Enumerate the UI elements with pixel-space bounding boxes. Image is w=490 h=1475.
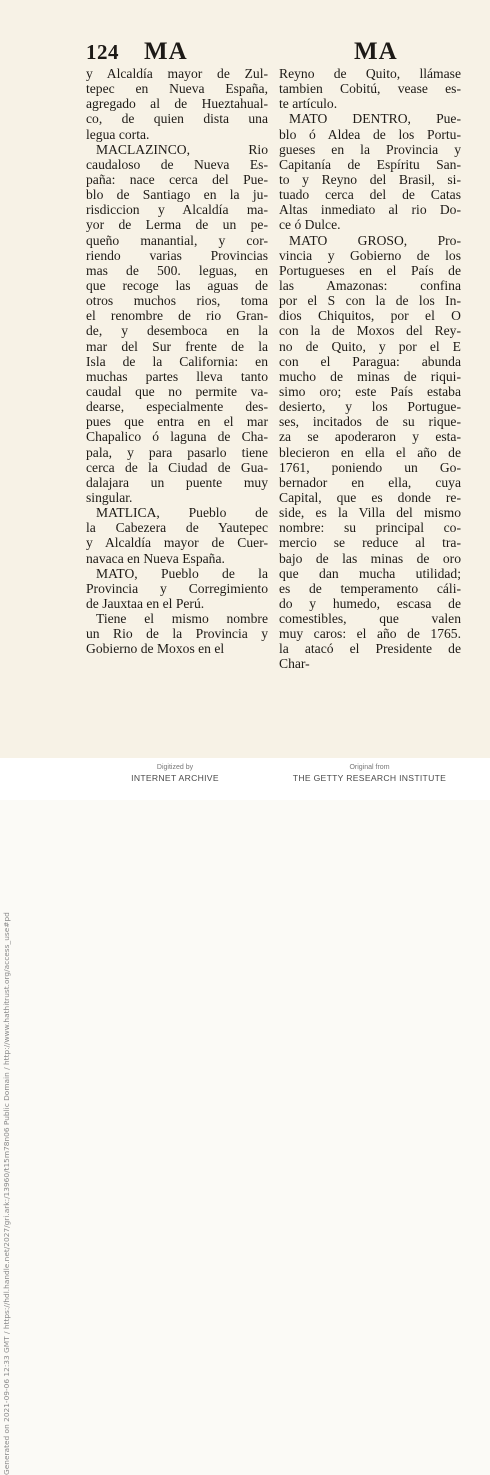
text-line: la Cabezera de Yautepec xyxy=(86,520,268,536)
text-line: MATO, Pueblo de la xyxy=(96,565,268,581)
text-line: za se apoderaron y esta- xyxy=(279,429,461,445)
text-line: un Rio de la Provincia y xyxy=(86,626,268,642)
text-line: Provincia y Corregimiento xyxy=(86,580,268,596)
text-line: risdiccion y Alcaldía ma- xyxy=(86,202,268,218)
text-line: blecieron en ella el año de xyxy=(279,444,461,460)
text-line: bajo de las minas de oro xyxy=(279,550,461,566)
text-line: Isla de la California: en xyxy=(86,353,268,369)
text-line: Gobierno de Moxos en el xyxy=(86,641,225,657)
text-line: te artículo. xyxy=(279,96,338,112)
text-line: mucho de minas de riqui- xyxy=(279,368,461,384)
text-line: simo oro; este País estaba xyxy=(279,383,461,399)
text-line: y Alcaldía mayor de Zul- xyxy=(86,66,268,81)
text-line: queño manantial, y cor- xyxy=(86,232,268,248)
text-line: mercio se reduce al tra- xyxy=(279,535,461,551)
text-line: tambien Cobitú, vease es- xyxy=(279,81,461,97)
text-line: Reyno de Quito, llámase xyxy=(279,66,461,81)
digitization-footer xyxy=(0,758,490,800)
text-line: de, y desemboca en la xyxy=(86,323,268,339)
right-text-column xyxy=(279,66,461,672)
text-line: nombre: su principal co- xyxy=(279,520,461,536)
text-line: muy caros: el año de 1765. xyxy=(279,626,461,642)
text-line: agregado al de Hueztahual- xyxy=(86,96,268,112)
text-line: MACLAZINCO, Rio xyxy=(96,141,268,157)
left-column-heading: MA xyxy=(144,38,188,65)
text-line: Capitanía de Espíritu San- xyxy=(279,156,461,172)
text-line: la atacó el Presidente de xyxy=(279,641,461,657)
text-line: tepec en Nueva España, xyxy=(86,81,268,97)
text-line: Capital, que es donde re- xyxy=(279,489,461,505)
text-line: ce ó Dulce. xyxy=(279,217,341,233)
text-line: mas de 500. leguas, en xyxy=(86,262,268,278)
text-line: blo de Santiago en la ju- xyxy=(86,187,268,203)
text-line: 1761, poniendo un Go- xyxy=(279,459,461,475)
text-line: side, es la Villa del mismo xyxy=(279,505,461,521)
text-line: legua corta. xyxy=(86,126,150,142)
text-line: pala, y para pasarlo tiene xyxy=(86,444,268,460)
text-line: dearse, especialmente des- xyxy=(86,399,268,415)
text-line: por el S con la de los In- xyxy=(279,293,461,309)
text-line: MATO DENTRO, Pue- xyxy=(289,111,461,127)
text-line: que dan mucha utilidad; xyxy=(279,565,461,581)
text-line: vincia y Gobierno de los xyxy=(279,247,461,263)
digitized-by-label: Digitized by xyxy=(156,764,194,771)
text-line: el renombre de rio Gran- xyxy=(86,308,268,324)
text-line: que recoge las aguas de xyxy=(86,277,268,293)
text-line: Char- xyxy=(279,656,310,672)
original-from-block xyxy=(282,764,457,783)
page-header xyxy=(82,40,462,66)
text-line: co, de quien dista una xyxy=(86,111,268,127)
text-line: dalajara un puente muy xyxy=(86,474,268,490)
text-line: con la de Moxos del Rey- xyxy=(279,323,461,339)
text-line: Chapalico ó laguna de Cha- xyxy=(86,429,268,445)
right-column-heading: MA xyxy=(354,38,398,65)
text-line: tuado cerca del de Catas xyxy=(279,187,461,203)
getty-label: THE GETTY RESEARCH INSTITUTE xyxy=(292,773,447,783)
text-line: dios Chiquitos, por el O xyxy=(279,308,461,324)
text-line: es de temperamento cáli- xyxy=(279,580,461,596)
text-line: paña: nace cerca del Pue- xyxy=(86,171,268,187)
text-line: desierto, y los Portugue- xyxy=(279,399,461,415)
text-line: blo ó Aldea de los Portu- xyxy=(279,126,461,142)
text-line: de Jauxtaa en el Perú. xyxy=(86,595,205,611)
text-line: no de Quito, y por el E xyxy=(279,338,461,354)
text-line: bernador en ella, cuya xyxy=(279,474,461,490)
text-line: comestibles, que valen xyxy=(279,611,461,627)
text-line: pues que entra en el mar xyxy=(86,414,268,430)
text-line: con el Paragua: abunda xyxy=(279,353,461,369)
text-line: caudaloso de Nueva Es- xyxy=(86,156,268,172)
text-line: do y humedo, escasa de xyxy=(279,595,461,611)
text-line: singular. xyxy=(86,489,133,505)
internet-archive-label: INTERNET ARCHIVE xyxy=(131,773,219,783)
page-number: 124 xyxy=(86,40,119,64)
text-line: gueses en la Provincia y xyxy=(279,141,461,157)
digitized-by-block xyxy=(100,764,250,783)
text-line: Tiene el mismo nombre xyxy=(96,611,268,627)
text-line: MATLICA, Pueblo de xyxy=(96,505,268,521)
text-line: muchas partes lleva tanto xyxy=(86,368,268,384)
text-line: cerca de la Ciudad de Gua- xyxy=(86,459,268,475)
text-line: ses, incitados de su rique- xyxy=(279,414,461,430)
left-text-column xyxy=(86,66,268,656)
text-line: mar del Sur frente de la xyxy=(86,338,268,354)
text-line: las Amazonas: confina xyxy=(279,277,461,293)
original-from-label: Original from xyxy=(349,764,390,771)
hathitrust-watermark xyxy=(2,104,16,1475)
text-line: otros muchos rios, toma xyxy=(86,293,268,309)
text-line: caudal que no permite va- xyxy=(86,383,268,399)
text-line: riendo varias Provincias xyxy=(86,247,268,263)
text-line: to y Reyno del Brasil, si- xyxy=(279,171,461,187)
text-line: Portugueses en el País de xyxy=(279,262,461,278)
watermark-text: Generated on 2021-09-06 12:33 GMT / https://hdl.handle.net/2027/gri.ark:/13960/t15m78n06 Public Domain / http://www.hathitrust.org/access_use#pd xyxy=(2,912,11,1475)
text-line: MATO GROSO, Pro- xyxy=(289,232,461,248)
text-line: navaca en Nueva España. xyxy=(86,550,225,566)
text-line: Altas inmediato al rio Do- xyxy=(279,202,461,218)
text-line: y Alcaldía mayor de Cuer- xyxy=(86,535,268,551)
text-line: yor de Lerma de un pe- xyxy=(86,217,268,233)
